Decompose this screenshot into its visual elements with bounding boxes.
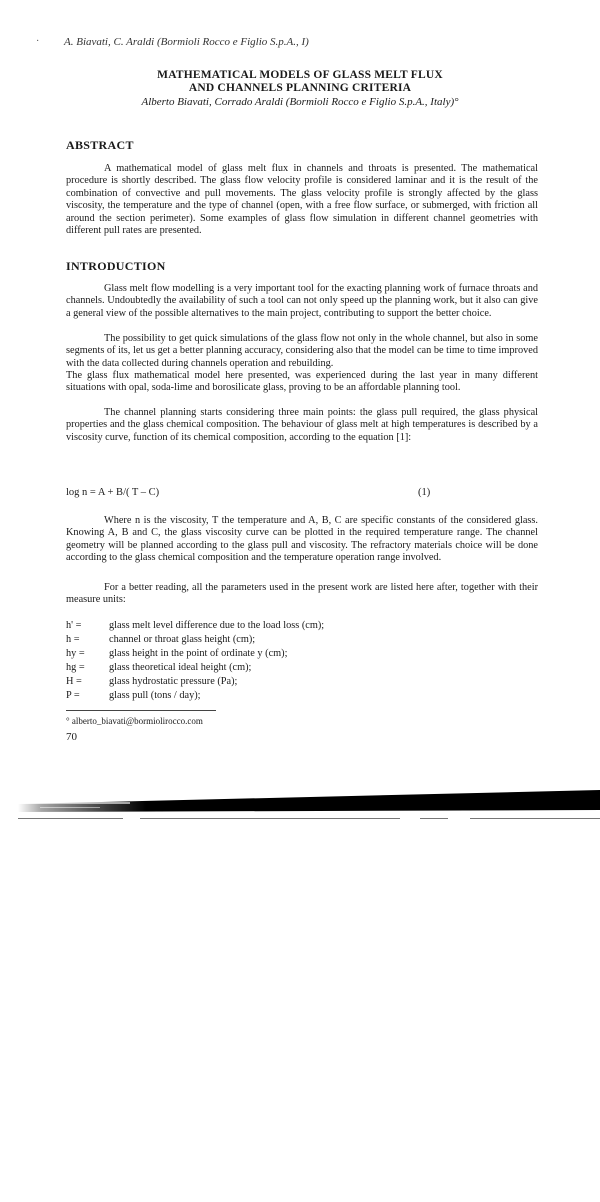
symbol: hg =	[66, 662, 85, 673]
symbol-row	[66, 634, 466, 645]
abstract-heading: ABSTRACT	[66, 138, 134, 152]
intro-paragraph-6: For a better reading, all the parameters used in the present work are listed here after, together with their measure units:	[66, 582, 538, 606]
symbol-row	[66, 690, 466, 701]
scan-line	[140, 818, 400, 819]
paper-title-line1: MATHEMATICAL MODELS OF GLASS MELT FLUX	[157, 69, 443, 81]
page-number: 70	[66, 731, 77, 743]
authors: Alberto Biavati, Corrado Araldi (Bormioli Rocco e Figlio S.p.A., Italy)°	[141, 96, 459, 108]
introduction-heading: INTRODUCTION	[66, 259, 166, 273]
footnote-rule	[66, 710, 216, 711]
footnote: ° alberto_biavati@bormiolirocco.com	[66, 716, 203, 726]
intro-paragraph-4: The channel planning starts considering three main points: the glass pull required, the glass physical properties and the glass chemical composition. The behaviour of glass melt at high temperatures is described by a viscosity curve, function of its chemical composition, according to the equation [1]:	[66, 407, 538, 443]
equation-number: (1)	[418, 487, 431, 498]
symbol: H =	[66, 676, 82, 687]
symbol-row	[66, 676, 466, 687]
symbol-description: glass melt level difference due to the load loss (cm);	[109, 620, 325, 631]
intro-paragraph-3: The glass flux mathematical model here presented, was experienced during the last year in many different situations with opal, soda-lime and borosilicate glass, proving to be an affordable planning tool.	[66, 370, 538, 394]
symbol-description: glass height in the point of ordinate y (cm);	[109, 648, 288, 659]
scan-line	[470, 818, 600, 819]
symbol: P =	[66, 690, 80, 701]
scan-line	[420, 818, 448, 819]
paper-title-line2: AND CHANNELS PLANNING CRITERIA	[188, 82, 412, 94]
symbol: h' =	[66, 620, 82, 631]
symbol-description: glass hydrostatic pressure (Pa);	[109, 676, 238, 687]
symbol-row	[66, 620, 466, 631]
margin-mark: ·	[36, 36, 40, 47]
running-head: A. Biavati, C. Araldi (Bormioli Rocco e Figlio S.p.A., I)	[64, 36, 309, 48]
abstract-text: A mathematical model of glass melt flux in channels and throats is presented. The mathematical procedure is shortly described. The glass flow velocity profile is considered laminar and it is the result of the combination of convective and pull movements. The glass velocity profile is strongly affected by the glass viscosity, the temperature and the type of channel (open, with a free flow surface, or submerged, with friction all around the section perimeter). Some examples of glass flow simulation in different channel geometries with different pull rates are presented.	[66, 163, 538, 237]
scan-edge-band	[0, 784, 600, 814]
intro-paragraph-2: The possibility to get quick simulations of the glass flow not only in the whole channel, but also in some segments of its, let us get a better planning accuracy, considering also that the model can be time to time improved with the data collected during channels operation and rebuilding.	[66, 333, 538, 369]
viscosity-equation: log n = A + B/( T – C)	[66, 487, 160, 498]
symbol-description: glass theoretical ideal height (cm);	[109, 662, 252, 673]
symbol-description: glass pull (tons / day);	[109, 690, 201, 701]
symbol: hy =	[66, 648, 85, 659]
symbol-description: channel or throat glass height (cm);	[109, 634, 256, 645]
symbol: h =	[66, 634, 80, 645]
intro-paragraph-1: Glass melt flow modelling is a very important tool for the exacting planning work of furnace throats and channels. Undoubtedly the availability of such a tool can not only speed up the planning work, but it also can give a general view of the possible alternatives to the main project, contributing to support the better choice.	[66, 283, 538, 319]
intro-paragraph-5: Where n is the viscosity, T the temperature and A, B, C are specific constants of the considered glass. Knowing A, B and C, the glass viscosity curve can be plotted in the required temperature range. The channel geometry will be planned according to the glass pull and viscosity. The refractory materials choice will be done according to the glass chemical composition and the temperature operation range involved.	[66, 515, 538, 564]
scan-line	[18, 818, 123, 819]
symbol-row	[66, 662, 466, 673]
symbol-row	[66, 648, 466, 659]
